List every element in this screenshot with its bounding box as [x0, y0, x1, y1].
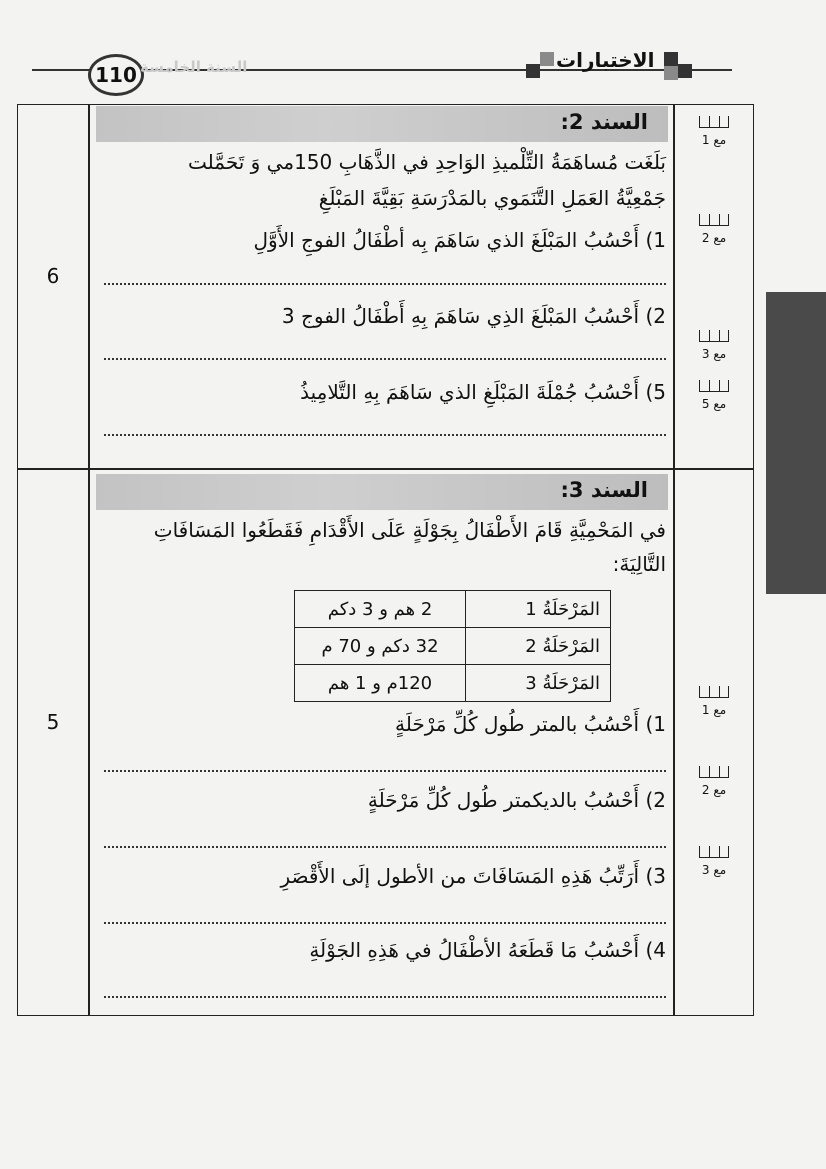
- sanad-header-band: [96, 474, 668, 510]
- section-side-tab: [766, 292, 826, 594]
- criterion-label: مع 5: [701, 397, 727, 411]
- answer-line[interactable]: [104, 922, 666, 924]
- section-divider: [17, 468, 754, 470]
- distance-cell: 120م و 1 هم: [295, 665, 466, 702]
- criterion-box: [692, 686, 736, 717]
- criterion-box: [692, 846, 736, 877]
- stage-cell: المَرْحَلَةُ 3: [466, 665, 611, 702]
- decor-square-icon: [678, 64, 692, 78]
- section-score: 6: [46, 264, 60, 288]
- question-text: 5) أَحْسُبُ جُمْلَةَ المَبْلَغِ الذي سَاهَمَ بِهِ التَّلامِيذُ: [300, 380, 666, 404]
- criterion-label: مع 1: [701, 703, 727, 717]
- criterion-label: مع 2: [701, 231, 727, 245]
- table-row: [295, 591, 611, 628]
- faded-header-text: السنة الخامسة: [140, 58, 248, 76]
- stage-cell: المَرْحَلَةُ 2: [466, 628, 611, 665]
- criterion-label: مع 3: [701, 347, 727, 361]
- criterion-box: [692, 330, 736, 361]
- section-score: 5: [46, 710, 60, 734]
- stage-cell: المَرْحَلَةُ 1: [466, 591, 611, 628]
- criterion-box: [692, 766, 736, 797]
- answer-line[interactable]: [104, 358, 666, 360]
- question-text: 3) أَرَتِّبُ هَذِهِ المَسَافَاتَ من الأطول إلَى الأَقْصَرِ: [280, 864, 666, 888]
- distance-cell: 2 هم و 3 دكم: [295, 591, 466, 628]
- score-column-divider: [88, 104, 90, 1016]
- decor-square-icon: [526, 64, 540, 78]
- decor-square-icon: [664, 52, 678, 66]
- question-text: 1) أَحْسُبُ المَبْلَغَ الذي سَاهَمَ بِه أطْفَالُ الفوجِ الأَوَّلِ: [253, 228, 666, 252]
- criterion-label: مع 3: [701, 863, 727, 877]
- page-title: الاختبارات: [556, 48, 655, 72]
- answer-line[interactable]: [104, 434, 666, 436]
- table-row: [295, 628, 611, 665]
- decor-square-icon: [664, 66, 678, 80]
- decor-square-icon: [540, 52, 554, 66]
- margin-column-divider: [673, 104, 675, 1016]
- sanad-title: السند 3:: [560, 478, 648, 502]
- question-text: 4) أَحْسُبُ مَا قَطَعَهُ الأطْفَالُ في هَذِهِ الجَوْلَةِ: [309, 938, 666, 962]
- criterion-box: [692, 380, 736, 411]
- distance-cell: 32 دكم و 70 م: [295, 628, 466, 665]
- answer-line[interactable]: [104, 770, 666, 772]
- criterion-label: مع 1: [701, 133, 727, 147]
- answer-line[interactable]: [104, 996, 666, 998]
- sanad-header-band: [96, 106, 668, 142]
- stages-table: [294, 590, 611, 702]
- criterion-label: مع 2: [701, 783, 727, 797]
- criterion-box: [692, 214, 736, 245]
- sanad-text-line: جَمْعِيَّةُ العَمَلِ التَّنَمَوي بالمَدْرَسَةِ بَقِيَّةَ المَبْلَغِ: [318, 186, 666, 210]
- sanad-text-line: بَلَغَت مُساهَمَةُ التِّلْميذِ الوَاحِدِ في الذَّهَابِ 150مي وَ تَحَمَّلت: [188, 150, 666, 174]
- question-text: 1) أَحْسُبُ بالمتر طُول كُلِّ مَرْحَلَةٍ: [394, 712, 666, 736]
- table-row: [295, 665, 611, 702]
- answer-line[interactable]: [104, 283, 666, 285]
- sanad-title: السند 2:: [560, 110, 648, 134]
- question-text: 2) أَحْسُبُ المَبْلَغَ الذِي سَاهَمَ بِهِ أَطْفَالُ الفوج 3: [281, 304, 666, 328]
- criterion-box: [692, 116, 736, 147]
- question-text: 2) أَحْسُبُ بالديكمتر طُول كُلِّ مَرْحَلَةٍ: [367, 788, 666, 812]
- sanad-text-line: التَّالِيَةَ:: [612, 552, 666, 576]
- page-number: 110: [88, 54, 144, 96]
- sanad-text-line: في المَحْمِيَّةِ قَامَ الأَطْفَالُ بِجَوْلَةٍ عَلَى الأَقْدَامِ فَقَطَعُوا المَسَافَاتِ: [153, 518, 666, 542]
- answer-line[interactable]: [104, 846, 666, 848]
